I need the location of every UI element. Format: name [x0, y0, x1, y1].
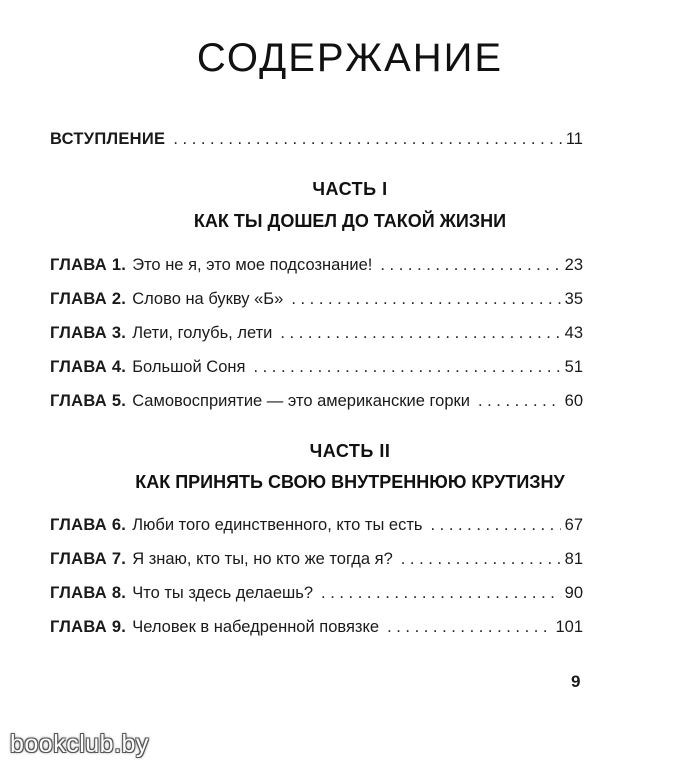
- leader-dots: [321, 581, 561, 605]
- chapter-title: Самовосприятие — это американские горки: [132, 392, 470, 410]
- chapter-label: ГЛАВА 7.: [50, 550, 127, 568]
- toc-entry-chapter-6[interactable]: [50, 513, 583, 537]
- leader-dots: [173, 127, 562, 151]
- chapter-title: Я знаю, кто ты, но кто же тогда я?: [132, 550, 393, 568]
- chapter-label: ГЛАВА 6.: [50, 516, 127, 534]
- part-heading: ЧАСТЬ II: [309, 441, 391, 461]
- leader-dots: [430, 513, 560, 537]
- toc-entry-chapter-3[interactable]: [50, 321, 583, 345]
- part-heading: ЧАСТЬ I: [312, 179, 388, 199]
- toc-entry-intro[interactable]: [50, 127, 583, 151]
- toc-entry-chapter-2[interactable]: [50, 287, 583, 311]
- leader-dots: [253, 355, 560, 379]
- entry-label: ВСТУПЛЕНИЕ: [50, 130, 166, 148]
- leader-dots: [401, 547, 561, 571]
- chapter-label: ГЛАВА 4.: [50, 358, 127, 376]
- leader-dots: [280, 321, 560, 345]
- toc-entry-chapter-7[interactable]: [50, 547, 583, 571]
- page-number: 23: [564, 256, 583, 274]
- page-number: 60: [564, 392, 583, 410]
- chapter-title: Большой Соня: [132, 358, 246, 376]
- page-number: 101: [555, 618, 583, 636]
- chapter-title: Люби того единственного, кто ты есть: [132, 516, 423, 534]
- chapter-title: Что ты здесь делаешь?: [132, 584, 314, 602]
- leader-dots: [387, 615, 551, 639]
- part-title: КАК ТЫ ДОШЕЛ ДО ТАКОЙ ЖИЗНИ: [193, 211, 507, 231]
- chapter-label: ГЛАВА 3.: [50, 324, 127, 342]
- toc-entry-chapter-4[interactable]: [50, 355, 583, 379]
- chapter-title: Лети, голубь, лети: [132, 324, 273, 342]
- chapter-label: ГЛАВА 1.: [50, 256, 127, 274]
- chapter-title: Человек в набедренной повязке: [132, 618, 380, 636]
- part-title: КАК ПРИНЯТЬ СВОЮ ВНУТРЕННЮЮ КРУТИЗНУ: [135, 472, 565, 492]
- chapter-label: ГЛАВА 2.: [50, 290, 127, 308]
- chapter-label: ГЛАВА 9.: [50, 618, 127, 636]
- leader-dots: [291, 287, 560, 311]
- chapter-label: ГЛАВА 8.: [50, 584, 127, 602]
- page-number: 43: [564, 324, 583, 342]
- page-title: СОДЕРЖАНИЕ: [196, 36, 504, 80]
- toc-entry-chapter-5[interactable]: [50, 389, 583, 413]
- page-number: 11: [565, 130, 583, 148]
- page-number: 67: [564, 516, 583, 534]
- toc-entry-chapter-8[interactable]: [50, 581, 583, 605]
- page-folio: 9: [571, 672, 581, 691]
- page-number: 81: [564, 550, 583, 568]
- leader-dots: [380, 253, 560, 277]
- toc-entry-chapter-9[interactable]: [50, 615, 583, 639]
- chapter-title: Слово на букву «Б»: [132, 290, 284, 308]
- chapter-title: Это не я, это мое подсознание!: [132, 256, 373, 274]
- watermark: bookclub.by: [10, 730, 149, 758]
- page-number: 90: [564, 584, 583, 602]
- chapter-label: ГЛАВА 5.: [50, 392, 127, 410]
- leader-dots: [478, 389, 561, 413]
- page-number: 51: [564, 358, 583, 376]
- toc-entry-chapter-1[interactable]: [50, 253, 583, 277]
- page-number: 35: [564, 290, 583, 308]
